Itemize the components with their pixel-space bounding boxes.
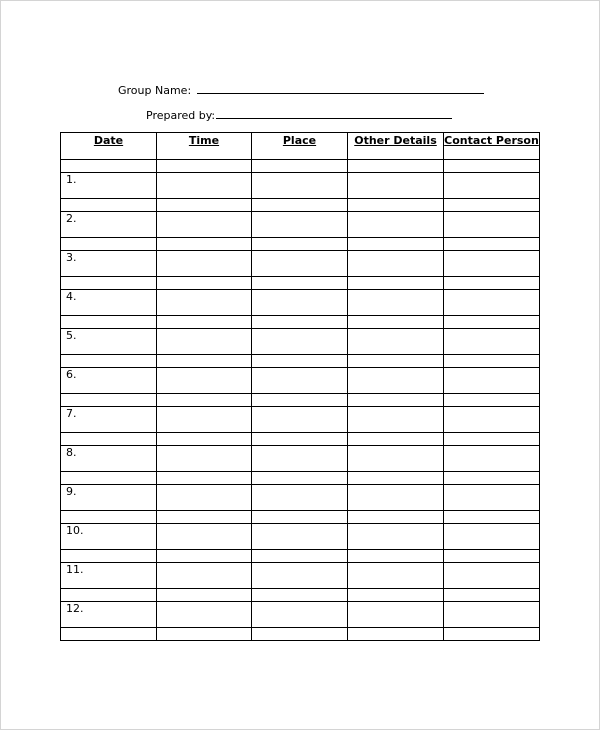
table-cell[interactable]	[61, 199, 157, 212]
table-cell[interactable]	[157, 511, 252, 524]
table-cell[interactable]	[348, 511, 444, 524]
table-cell[interactable]	[61, 394, 157, 407]
table-cell[interactable]	[157, 394, 252, 407]
table-cell[interactable]	[61, 485, 157, 511]
table-cell[interactable]	[444, 368, 540, 394]
table-row	[61, 524, 540, 550]
table-cell[interactable]	[157, 329, 252, 355]
table-row	[61, 290, 540, 316]
table-cell[interactable]	[348, 550, 444, 563]
spacer-row	[61, 316, 540, 329]
table-cell[interactable]	[252, 628, 348, 641]
table-cell[interactable]	[61, 602, 157, 628]
table-cell[interactable]	[444, 355, 540, 368]
table-cell[interactable]	[61, 368, 157, 394]
table-cell[interactable]	[252, 199, 348, 212]
table-cell[interactable]	[252, 602, 348, 628]
table-cell[interactable]	[348, 355, 444, 368]
table-cell[interactable]	[348, 173, 444, 199]
table-cell[interactable]	[61, 329, 157, 355]
table-row	[61, 173, 540, 199]
table-cell[interactable]	[252, 524, 348, 550]
table-cell[interactable]	[61, 316, 157, 329]
table-cell[interactable]	[348, 212, 444, 238]
table-cell[interactable]	[348, 394, 444, 407]
table-cell[interactable]	[61, 511, 157, 524]
table-row	[61, 485, 540, 511]
column-header-contact-person: Contact Person	[444, 133, 540, 160]
group-name-label: Group Name:	[118, 84, 192, 97]
table-row	[61, 446, 540, 472]
row-number: 6.	[66, 368, 77, 381]
table-cell[interactable]	[157, 316, 252, 329]
table-cell[interactable]	[61, 277, 157, 290]
table-cell[interactable]	[252, 212, 348, 238]
table-cell[interactable]	[157, 602, 252, 628]
table-cell[interactable]	[348, 238, 444, 251]
table-cell[interactable]	[157, 212, 252, 238]
table-cell[interactable]	[444, 316, 540, 329]
table-cell[interactable]	[348, 368, 444, 394]
table-cell[interactable]	[61, 550, 157, 563]
table-cell[interactable]	[348, 407, 444, 433]
table-cell[interactable]	[444, 589, 540, 602]
table-cell[interactable]	[252, 329, 348, 355]
table-cell[interactable]	[444, 329, 540, 355]
table-cell[interactable]	[157, 407, 252, 433]
table-cell[interactable]	[252, 290, 348, 316]
table-cell[interactable]	[444, 277, 540, 290]
table-cell[interactable]	[444, 238, 540, 251]
table-cell[interactable]	[252, 511, 348, 524]
table-cell[interactable]	[348, 602, 444, 628]
table-cell[interactable]	[252, 485, 348, 511]
table-cell[interactable]	[444, 160, 540, 173]
table-cell[interactable]	[252, 407, 348, 433]
table-cell[interactable]	[157, 550, 252, 563]
table-cell[interactable]	[348, 251, 444, 277]
table-cell[interactable]	[348, 485, 444, 511]
spacer-row	[61, 355, 540, 368]
table-cell[interactable]	[348, 589, 444, 602]
group-name-input-line[interactable]	[197, 82, 484, 94]
table-cell[interactable]	[157, 238, 252, 251]
table-cell[interactable]	[157, 589, 252, 602]
table-cell[interactable]	[348, 628, 444, 641]
table-cell[interactable]	[157, 199, 252, 212]
table-row	[61, 602, 540, 628]
table-cell[interactable]	[444, 199, 540, 212]
column-header-place: Place	[252, 133, 348, 160]
table-cell[interactable]	[252, 550, 348, 563]
table-cell[interactable]	[61, 212, 157, 238]
spacer-row	[61, 238, 540, 251]
row-number: 7.	[66, 407, 77, 420]
table-cell[interactable]	[61, 472, 157, 485]
table-cell[interactable]	[61, 160, 157, 173]
table-cell[interactable]	[61, 433, 157, 446]
table-cell[interactable]	[61, 173, 157, 199]
table-cell[interactable]	[157, 524, 252, 550]
table-cell[interactable]	[348, 290, 444, 316]
spacer-row	[61, 589, 540, 602]
table-cell[interactable]	[444, 446, 540, 472]
table-cell[interactable]	[444, 173, 540, 199]
row-number: 10.	[66, 524, 84, 537]
row-number: 4.	[66, 290, 77, 303]
header-row	[61, 133, 540, 160]
row-number: 5.	[66, 329, 77, 342]
spacer-row	[61, 472, 540, 485]
group-name-field	[118, 82, 484, 97]
table-cell[interactable]	[61, 290, 157, 316]
table-cell[interactable]	[157, 472, 252, 485]
table-cell[interactable]	[157, 446, 252, 472]
row-number: 12.	[66, 602, 84, 615]
table-row	[61, 407, 540, 433]
table-cell[interactable]	[348, 433, 444, 446]
table-cell[interactable]	[444, 472, 540, 485]
table-cell[interactable]	[444, 485, 540, 511]
spacer-row	[61, 628, 540, 641]
table-cell[interactable]	[444, 290, 540, 316]
table-cell[interactable]	[157, 563, 252, 589]
table-cell[interactable]	[444, 511, 540, 524]
table-cell[interactable]	[252, 316, 348, 329]
table-cell[interactable]	[348, 524, 444, 550]
table-cell[interactable]	[252, 472, 348, 485]
table-cell[interactable]	[61, 251, 157, 277]
table-cell[interactable]	[157, 251, 252, 277]
spacer-row	[61, 394, 540, 407]
prepared-by-input-line[interactable]	[216, 107, 452, 119]
table-cell[interactable]	[157, 277, 252, 290]
table-row	[61, 251, 540, 277]
spacer-row	[61, 511, 540, 524]
table-row	[61, 563, 540, 589]
table-cell[interactable]	[252, 433, 348, 446]
row-number: 8.	[66, 446, 77, 459]
row-number: 9.	[66, 485, 77, 498]
table-cell[interactable]	[444, 628, 540, 641]
column-header-date: Date	[61, 133, 157, 160]
table-cell[interactable]	[252, 563, 348, 589]
table-cell[interactable]	[348, 199, 444, 212]
table-cell[interactable]	[348, 329, 444, 355]
table-row	[61, 329, 540, 355]
table-cell[interactable]	[252, 251, 348, 277]
column-header-other-details: Other Details	[348, 133, 444, 160]
table-row	[61, 212, 540, 238]
table-cell[interactable]	[252, 238, 348, 251]
table-cell[interactable]	[348, 472, 444, 485]
table-cell[interactable]	[252, 368, 348, 394]
table-cell[interactable]	[444, 524, 540, 550]
row-number: 3.	[66, 251, 77, 264]
table-cell[interactable]	[157, 628, 252, 641]
table-cell[interactable]	[444, 407, 540, 433]
table-cell[interactable]	[444, 251, 540, 277]
table-cell[interactable]	[157, 160, 252, 173]
table-cell[interactable]	[252, 394, 348, 407]
table-cell[interactable]	[444, 394, 540, 407]
table-cell[interactable]	[444, 433, 540, 446]
table-cell[interactable]	[348, 446, 444, 472]
schedule-table	[60, 132, 540, 641]
table-cell[interactable]	[157, 433, 252, 446]
prepared-by-field	[146, 107, 452, 122]
table-cell[interactable]	[61, 355, 157, 368]
spacer-row	[61, 199, 540, 212]
table-cell[interactable]	[252, 355, 348, 368]
table-cell[interactable]	[252, 446, 348, 472]
table-cell[interactable]	[252, 277, 348, 290]
table-cell[interactable]	[61, 446, 157, 472]
table-cell[interactable]	[61, 407, 157, 433]
row-number: 2.	[66, 212, 77, 225]
table-cell[interactable]	[444, 550, 540, 563]
table-cell[interactable]	[444, 212, 540, 238]
table-cell[interactable]	[61, 628, 157, 641]
table-cell[interactable]	[348, 277, 444, 290]
table-cell[interactable]	[61, 238, 157, 251]
row-number: 11.	[66, 563, 84, 576]
table-row	[61, 368, 540, 394]
table-cell[interactable]	[61, 589, 157, 602]
table-cell[interactable]	[444, 563, 540, 589]
column-header-time: Time	[157, 133, 252, 160]
table-cell[interactable]	[252, 589, 348, 602]
spacer-row	[61, 550, 540, 563]
table-cell[interactable]	[157, 173, 252, 199]
table-cell[interactable]	[252, 160, 348, 173]
table-cell[interactable]	[444, 602, 540, 628]
table-cell[interactable]	[61, 524, 157, 550]
table-cell[interactable]	[157, 290, 252, 316]
table-cell[interactable]	[157, 485, 252, 511]
prepared-by-label: Prepared by:	[146, 109, 216, 122]
spacer-row	[61, 277, 540, 290]
spacer-row	[61, 433, 540, 446]
table-cell[interactable]	[348, 563, 444, 589]
table-cell[interactable]	[157, 368, 252, 394]
table-cell[interactable]	[61, 563, 157, 589]
table-cell[interactable]	[252, 173, 348, 199]
row-number: 1.	[66, 173, 77, 186]
spacer-row	[61, 160, 540, 173]
table-cell[interactable]	[348, 160, 444, 173]
table-cell[interactable]	[348, 316, 444, 329]
table-cell[interactable]	[157, 355, 252, 368]
